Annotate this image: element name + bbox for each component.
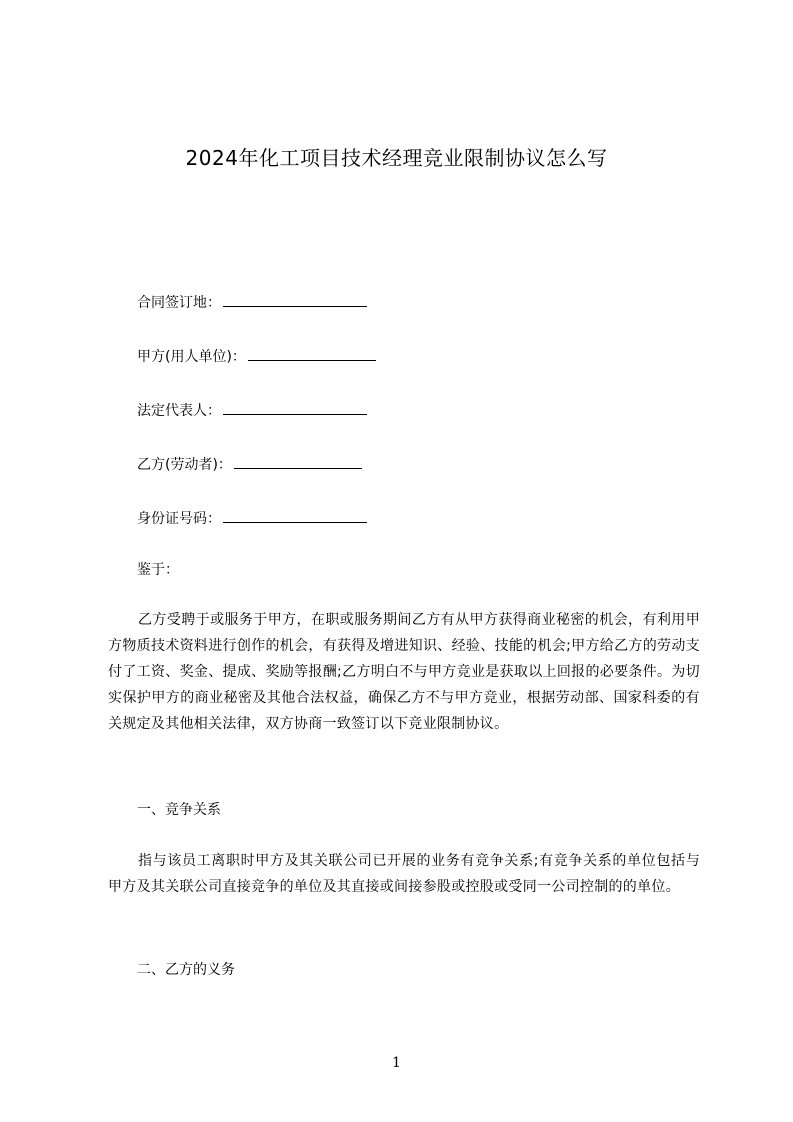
section-heading-obligations: 二、乙方的义务: [137, 962, 235, 978]
section-heading-competition: 一、竞争关系: [137, 802, 221, 818]
field-label: 法定代表人：: [137, 403, 221, 419]
field-blank-line: [234, 454, 362, 469]
whereas-heading: 鉴于：: [137, 562, 179, 578]
intro-paragraph: 乙方受聘于或服务于甲方，在职或服务期间乙方有从甲方获得商业秘密的机会，有利用甲方物质技术资料进行创作的机会，有获得及增进知识、经验、技能的机会;甲方给乙方的劳动支付了工资、奖金、提成、奖励等报酬;乙方明白不与甲方竞业是获取以上回报的必要条件。为切实保护甲方的商业秘密及其他合法权益，确保乙方不与甲方竞业，根据劳动部、国家科委的有关规定及其他相关法律，双方协商一致签订以下竞业限制协议。: [108, 612, 700, 732]
field-blank-line: [248, 346, 376, 361]
field-label: 合同签订地：: [137, 295, 221, 311]
field-party-a: [137, 346, 376, 367]
field-id-number: [137, 508, 367, 529]
page-number: 1: [392, 1055, 401, 1071]
document-title: 2024年化工项目技术经理竞业限制协议怎么写: [185, 146, 608, 170]
field-label: 乙方(劳动者)：: [137, 457, 232, 473]
field-blank-line: [223, 400, 367, 415]
field-label: 身份证号码：: [137, 511, 221, 527]
field-label: 甲方(用人单位)：: [137, 349, 246, 365]
field-blank-line: [223, 508, 367, 523]
field-signing-place: [137, 292, 367, 313]
field-party-b: [137, 454, 362, 475]
field-blank-line: [223, 292, 367, 307]
field-legal-representative: [137, 400, 367, 421]
section-paragraph-competition: 指与该员工离职时甲方及其关联公司已开展的业务有竞争关系;有竞争关系的单位包括与甲方及其关联公司直接竞争的单位及其直接或间接参股或控股或受同一公司控制的的单位。: [108, 853, 700, 895]
